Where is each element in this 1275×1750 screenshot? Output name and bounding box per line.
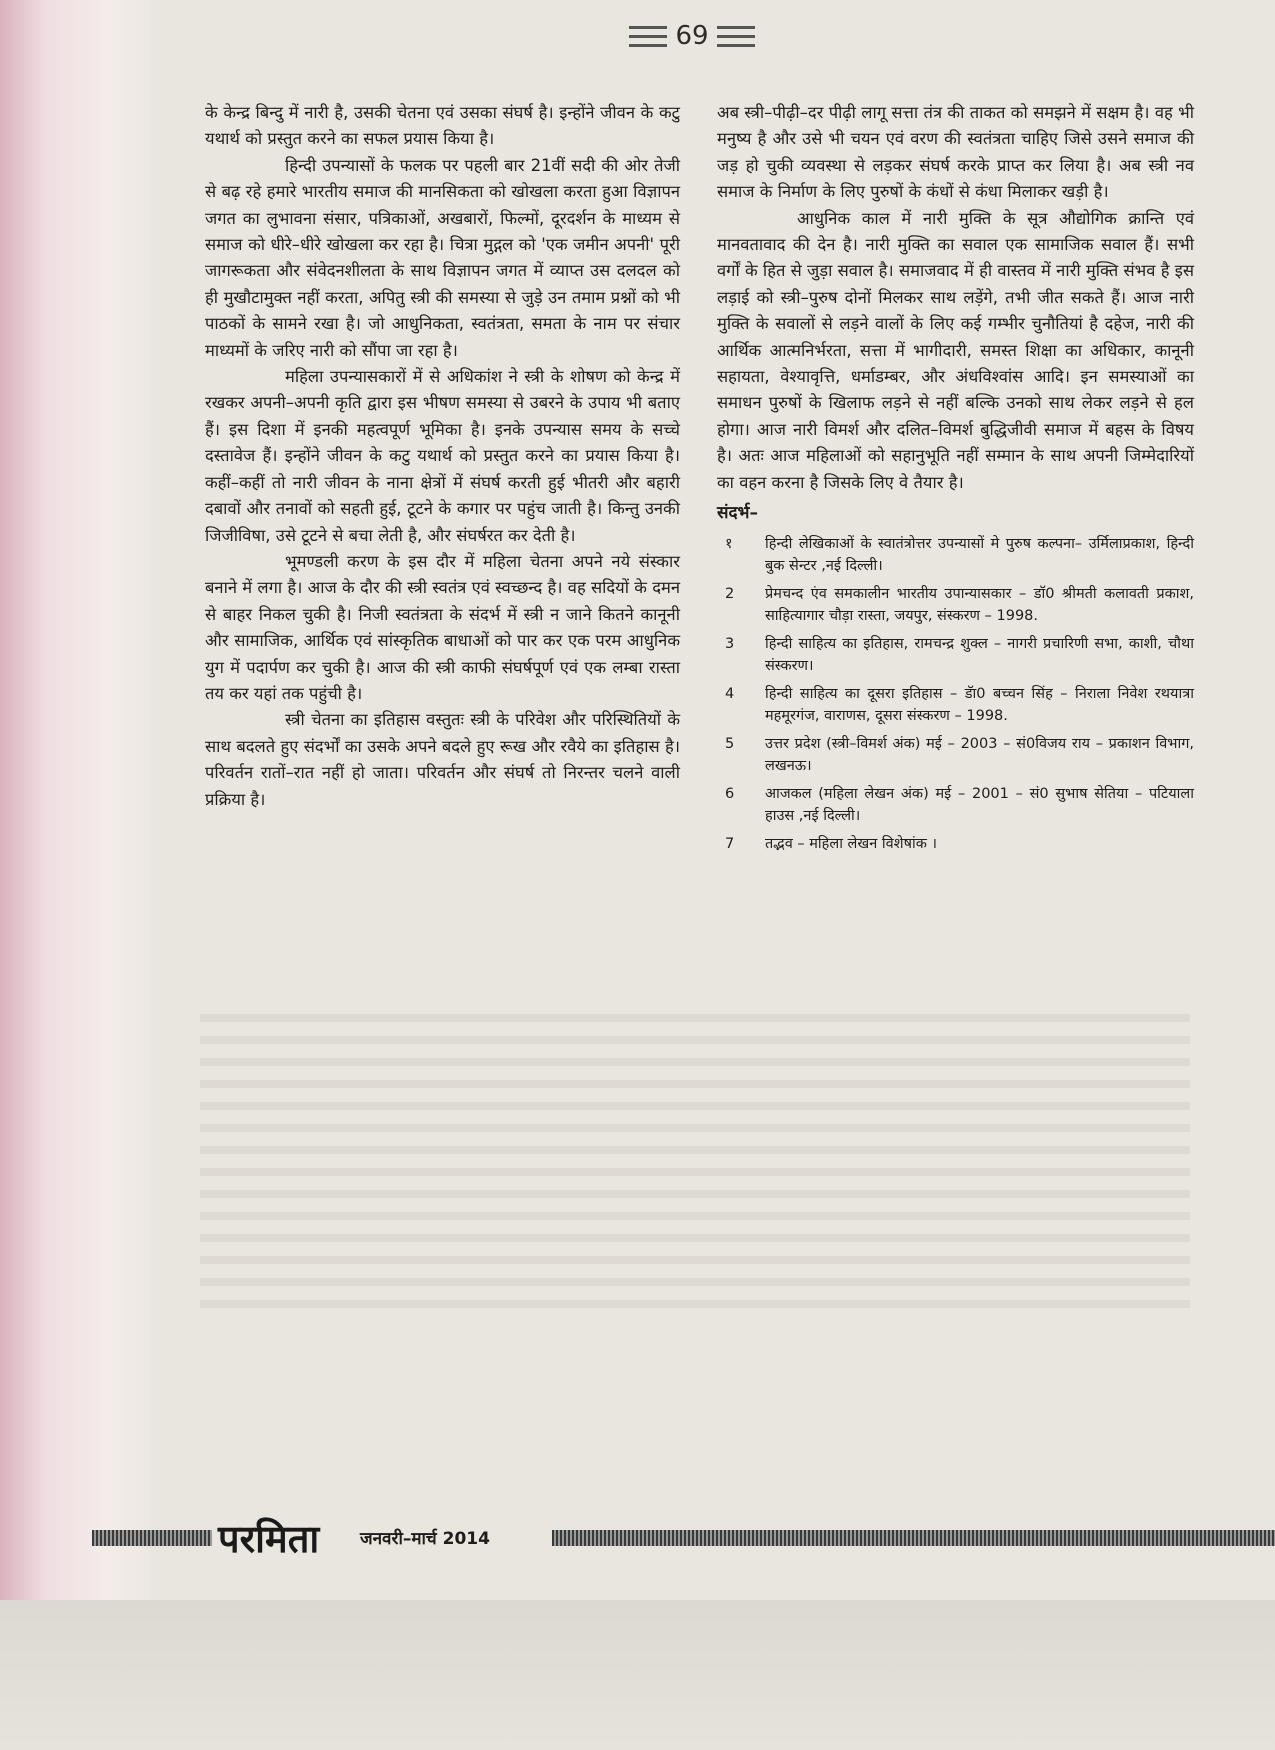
reference-item	[717, 533, 1194, 577]
page-number-ornament-left	[629, 26, 667, 47]
reference-text: हिन्दी लेखिकाओं के स्वातंत्रोत्तर उपन्यासों मे पुरुष कल्पना– उर्मिलाप्रकाश, हिन्दी बुक सेन्टर ,नई दिल्ली।	[765, 535, 1194, 574]
paragraph: भूमण्डली करण के इस दौर में महिला चेतना अपने नये संस्कार बनाने में लगा है। आज के दौर की स्त्री स्वतंत्र एवं स्वच्छन्द है। वह सदियों के दमन से बाहर निकल चुकी है। निजी स्वतंत्रता के संदर्भ में स्त्री न जाने कितने कानूनी और सामाजिक, आर्थिक एवं सांस्कृतिक बाधाओं को पार कर एक परम आधुनिक युग में पदार्पण कर चुकी है। आज की स्त्री काफी संघर्षपूर्ण एवं एक लम्बा रास्ता तय कर यहां तक पहुंची है।	[205, 551, 680, 703]
reference-item	[717, 633, 1194, 677]
reference-number: 7	[725, 835, 735, 852]
issue-date: जनवरी–मार्च 2014	[360, 1529, 490, 1549]
reference-item	[717, 783, 1194, 827]
paragraph: हिन्दी उपन्यासों के फलक पर पहली बार 21वीं सदी की ओर तेजी से बढ़ रहे हमारे भारतीय समाज की मानसिकता को खोखला करता हुआ विज्ञापन जगत का लुभावना संसार, पत्रिकाओं, अखबारों, फिल्मों, दूरदर्शन के माध्यम से समाज को धीरे–धीरे खोखला कर रहा है। चित्रा मुद्गल को 'एक जमीन अपनी' पूरी जागरूकता और संवेदनशीलता के साथ विज्ञापन जगत में व्याप्त उस दलदल को ही मुखौटामुक्त नहीं करता, अपितु स्त्री की समस्या से जुड़े उन तमाम प्रश्नों को भी पाठकों के सामने रखा है। जो आधुनिकता, स्वतंत्रता, समता के नाम पर संचार माध्यमों के जरिए नारी को सौंपा जा रहा है।	[205, 155, 680, 360]
reference-text: प्रेमचन्द एंव समकालीन भारतीय उपान्यासकार – डॉ0 श्रीमती कलावती प्रकाश, साहित्यागार चौड़ा रास्ता, जयपुर, संस्करण – 1998.	[765, 585, 1194, 624]
reference-text: आजकल (महिला लेखन अंक) मई – 2001 – सं0 सुभाष सेतिया – पटियाला हाउस ,नई दिल्ली।	[765, 785, 1194, 824]
reference-number: 3	[725, 635, 735, 652]
references-list	[717, 533, 1194, 855]
scan-margin	[0, 1600, 1275, 1750]
paragraph: आधुनिक काल में नारी मुक्ति के सूत्र औद्योगिक क्रान्ति एवं मानवतावाद की देन है। नारी मुक्ति का सवाल एक सामाजिक सवाल हैं। सभी वर्गों के हित से जुड़ा सवाल है। समाजवाद में ही वास्तव में नारी मुक्ति संभव है इस लड़ाई को स्त्री–पुरुष दोनों मिलकर साथ लड़ेंगे, तभी जीत सकते हैं। आज नारी मुक्ति के सवालों से लड़ने वालों के लिए कई गम्भीर चुनौतियां है दहेज, नारी की आर्थिक आत्मनिर्भरता, सत्ता में भागीदारी, समस्त शिक्षा का अधिकार, कानूनी सहायता, वेश्यावृत्ति, धर्माडम्बर, और अंधविश्वांस आदि। इन समस्याओं का समाधन पुरुषों के खिलाफ लड़ने से नहीं बल्कि उनको साथ लेकर लड़ने से हल होगा। आज नारी विमर्श और दलित–विमर्श बुद्धिजीवी समाज में बहस के विषय है। अतः आज महिलाओं को सहानुभूति नहीं सम्मान के साथ अपनी जिम्मेदारियों का वहन करना है जिसके लिए वे तैयार है।	[717, 208, 1194, 492]
paragraph: अब स्त्री–पीढ़ी–दर पीढ़ी लागू सत्ता तंत्र की ताकत को समझने में सक्षम है। वह भी मनुष्य है और उसे भी चयन एवं वरण की स्वतंत्रता चाहिए जिसे उसने समाज की जड़ हो चुकी व्यवस्था से लड़कर संघर्ष करके प्राप्त कर लिया है। अब स्त्री नव समाज के निर्माण के लिए पुरुषों के कंधों से कंधा मिलाकर खड़ी है।	[717, 103, 1194, 202]
reference-item	[717, 683, 1194, 727]
references-heading: संदर्भ–	[717, 503, 758, 524]
page-number-ornament-right	[717, 26, 755, 47]
footer-rule-left	[92, 1530, 212, 1546]
paragraph: महिला उपन्यासकारों में से अधिकांश ने स्त्री के शोषण को केन्द्र में रखकर अपनी–अपनी कृति द्वारा इस भीषण समस्या से उबरने के उपाय भी बताए हैं। इस दिशा में इनकी महत्वपूर्ण भूमिका है। इनके उपन्यास समय के सच्चे दस्तावेज हैं। इन्होंने जीवन के कटु यथार्थ को प्रस्तुत करने का प्रयास किया है। कहीं–कहीं तो नारी जीवन के नाना क्षेत्रों में संघर्ष करती हुई भीतरी और बहारी दबावों और तनावों को सहती हुई, टूटने के कगार पर पहुंच जाती है। किन्तु उनकी जिजीविषा, उसे टूटने से बचा लेती है, और संघर्षरत कर देती है।	[205, 367, 680, 545]
right-column	[717, 100, 1194, 861]
reference-text: तद्भव – महिला लेखन विशेषांक ।	[765, 835, 937, 852]
reference-item	[717, 733, 1194, 777]
reference-number: 2	[725, 585, 735, 602]
reference-item	[717, 833, 1194, 855]
magazine-logo: परमिता	[218, 1516, 320, 1561]
page-number	[612, 12, 772, 60]
page-number-text: 69	[675, 21, 709, 51]
reference-item	[717, 583, 1194, 627]
reference-number: 6	[725, 785, 735, 802]
paragraph: स्त्री चेतना का इतिहास वस्तुतः स्त्री के परिवेश और परिस्थितियों के साथ बदलते हुए संदर्भों का उसके अपने बदले हुए रूख और रवैये का इतिहास है। परिवर्तन रातों–रात नहीं हो जाता। परिवर्तन और संघर्ष तो निरन्तर चलने वाली प्रक्रिया है।	[205, 710, 680, 809]
bleed-through-text	[200, 1000, 1190, 1310]
reference-text: हिन्दी साहित्य का इतिहास, रामचन्द्र शुक्ल – नागरी प्रचारिणी सभा, काशी, चौथा संस्करण।	[765, 635, 1195, 674]
reference-number: 5	[725, 735, 735, 752]
reference-number: १	[725, 535, 733, 552]
reference-number: 4	[725, 685, 735, 702]
page-footer	[0, 1512, 1275, 1572]
reference-text: उत्तर प्रदेश (स्त्री–विमर्श अंक) मई – 2003 – सं0विजय राय – प्रकाशन विभाग, लखनऊ।	[765, 735, 1194, 774]
paragraph: के केन्द्र बिन्दु में नारी है, उसकी चेतना एवं उसका संघर्ष है। इन्होंने जीवन के कटु यथार्थ को प्रस्तुत करने का सफल प्रयास किया है।	[205, 103, 680, 149]
book-spine-shadow	[0, 0, 150, 1750]
reference-text: हिन्दी साहित्य का दूसरा इतिहास – डॅा0 बच्चन सिंह – निराला निवेश रथयात्रा महमूरगंज, वाराणस, दूसरा संस्करण – 1998.	[765, 685, 1194, 724]
footer-rule-right	[552, 1530, 1275, 1546]
left-column	[205, 100, 680, 813]
